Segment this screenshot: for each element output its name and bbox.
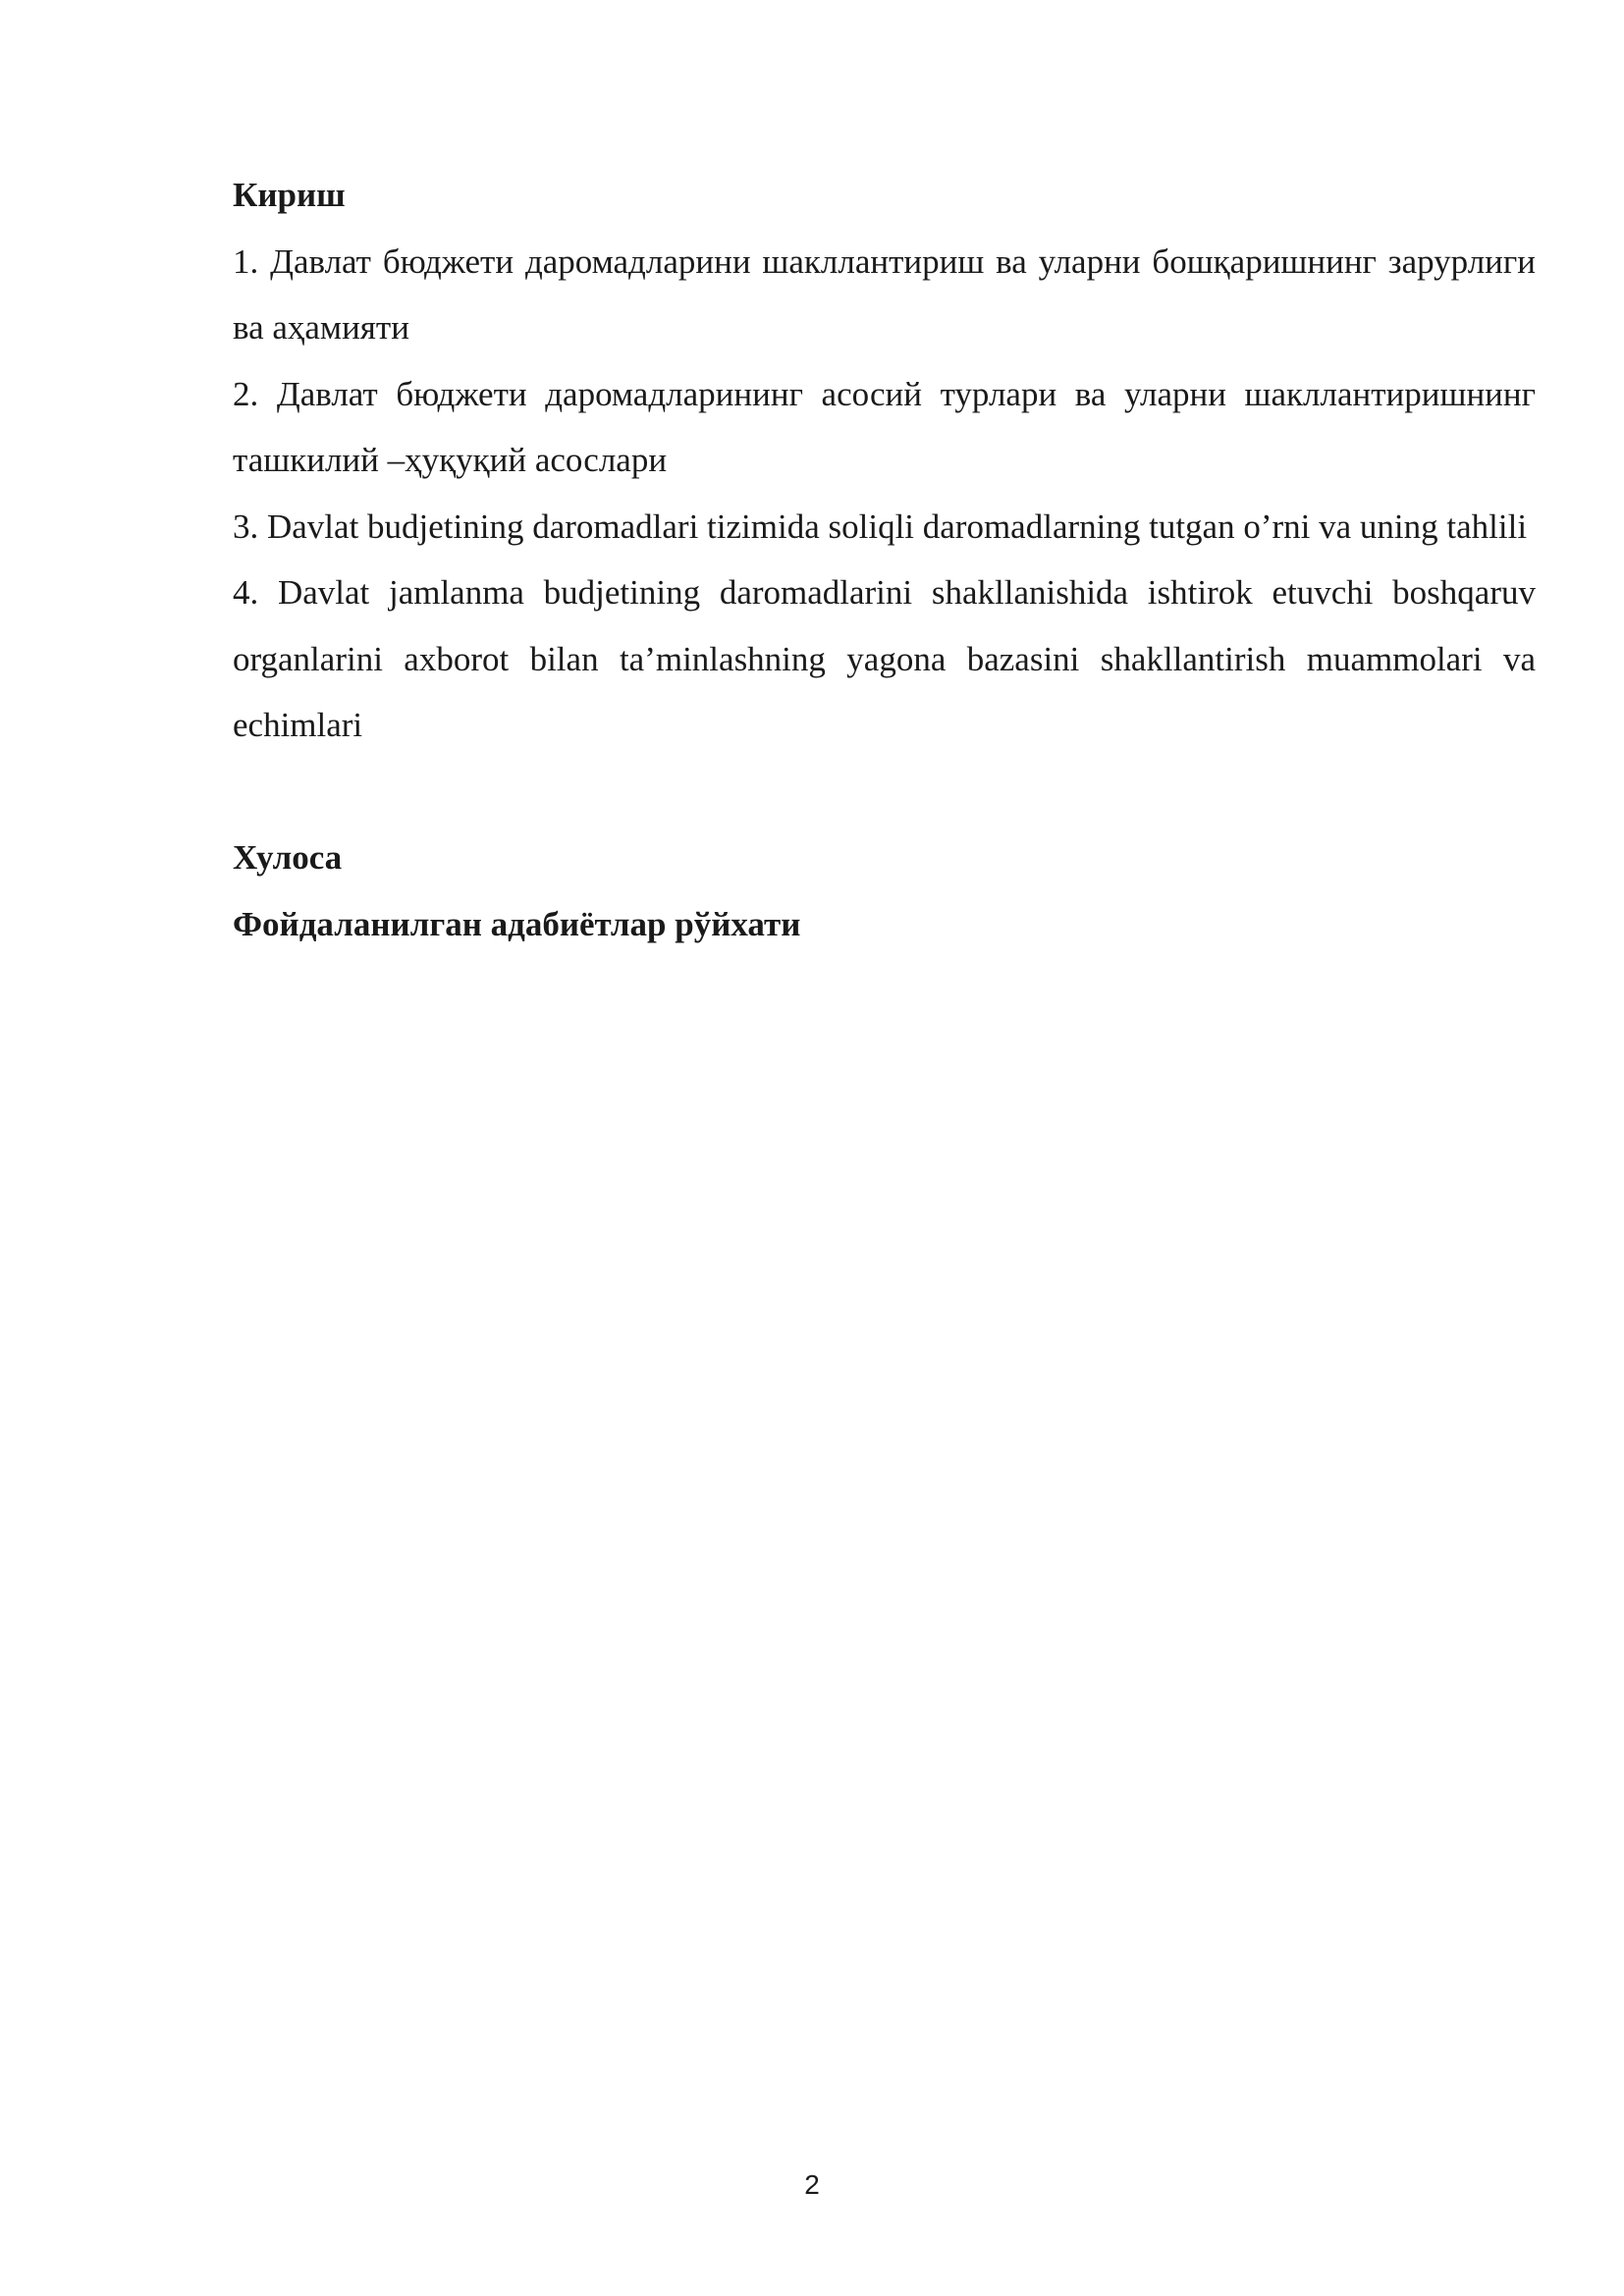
heading-conclusion: Хулоса bbox=[233, 838, 343, 877]
table-of-contents bbox=[233, 162, 1536, 957]
toc-item-1: 1. Давлат бюджети даромадларини шакллантириш ва уларни бошқаришнинг зарурлиги ва аҳамияти bbox=[233, 241, 1536, 347]
heading-intro: Кириш bbox=[233, 176, 346, 214]
toc-item-4: 4. Davlat jamlanma budjetining daromadlarini shakllanishida ishtirok etuvchi boshqaruv organlarini axborot bilan ta’minlashning yagona bazasini shakllantirish muammolari va echimlari bbox=[233, 573, 1536, 744]
page-number: 2 bbox=[804, 2169, 820, 2200]
toc-item-2: 2. Давлат бюджети даромадларининг асосий турлари ва уларни шакллантиришнинг ташкилий –ҳуқуқий асослари bbox=[233, 374, 1536, 479]
toc-item-3: 3. Davlat budjetining daromadlari tizimida soliqli daromadlarning tutgan o’rni va uning tahlili bbox=[233, 507, 1528, 546]
heading-references: Фойдаланилган адабиётлар рўйхати bbox=[233, 904, 801, 943]
section-spacer bbox=[233, 759, 1536, 826]
